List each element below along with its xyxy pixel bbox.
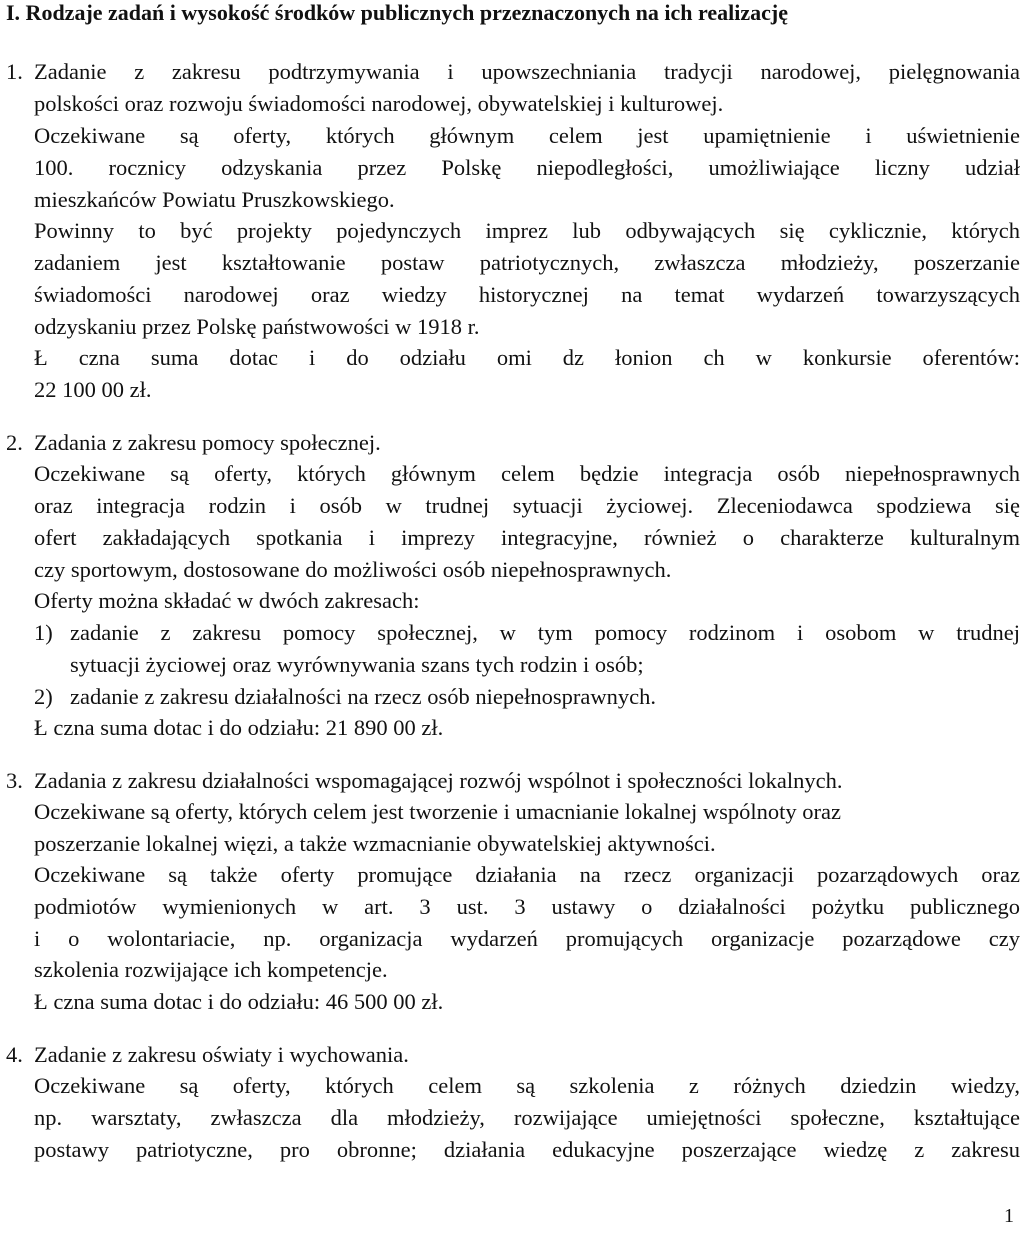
section-3-line-6: i o wolontariacie, np. organizacja wydarzeń promujących organizacje pozarządowe czy xyxy=(34,926,1020,951)
section-2-line-3: oraz integracja rodzin i osób w trudnej sytuacji życiowej. Zleceniodawca spodziewa się xyxy=(34,493,1020,518)
section-1-line-3: Oczekiwane są oferty, których głównym celem jest upamiętnienie i uświetnienie xyxy=(34,123,1020,148)
section-2-line-4: ofert zakładających spotkania i imprezy integracyjne, również o charakterze kulturalnym xyxy=(34,525,1020,550)
section-4-line-3: np. warsztaty, zwłaszcza dla młodzieży, rozwijające umiejętności społeczne, kształtujące xyxy=(34,1105,1020,1130)
section-3-line-4: Oczekiwane są także oferty promujące działania na rzecz organizacji pozarządowych oraz xyxy=(34,862,1020,887)
section-2-number: 2. xyxy=(6,430,23,455)
section-2-line-2: Oczekiwane są oferty, których głównym celem będzie integracja osób niepełnosprawnych xyxy=(34,461,1020,486)
item-2-line-1: zadanie z zakresu działalności na rzecz osób niepełnosprawnych. xyxy=(70,684,656,709)
item-2-marker: 2) xyxy=(34,684,53,709)
section-3-number: 3. xyxy=(6,768,23,793)
section-1-line-9: odzyskaniu przez Polskę państwowości w 1918 r. xyxy=(34,314,480,339)
section-4-line-2: Oczekiwane są oferty, których celem są szkolenia z różnych dziedzin wiedzy, xyxy=(34,1073,1020,1098)
section-2-line-6: Oferty można składać w dwóch zakresach: xyxy=(34,588,420,613)
section-3-line-2: Oczekiwane są oferty, których celem jest tworzenie i umacnianie lokalnej wspólnoty oraz xyxy=(34,799,841,824)
section-1-line-2: polskości oraz rozwoju świadomości narodowej, obywatelskiej i kulturowej. xyxy=(34,91,724,116)
section-3-line-3: poszerzanie lokalnej więzi, a także wzmacnianie obywatelskiej aktywności. xyxy=(34,831,716,856)
section-1-line-10: Ł czna suma dotac i do odziału omi dz łonion ch w konkursie oferentów: xyxy=(34,345,1020,370)
section-1-line-6: Powinny to być projekty pojedynczych imprez lub odbywających się cyklicznie, których xyxy=(34,218,1020,243)
section-4-number: 4. xyxy=(6,1042,23,1067)
item-1-marker: 1) xyxy=(34,620,53,645)
section-2-amount: Ł czna suma dotac i do odziału: 21 890 00 zł. xyxy=(34,715,444,740)
section-3-line-7: szkolenia rozwijające ich kompetencje. xyxy=(34,957,388,982)
item-1-line-2: sytuacji życiowej oraz wyrównywania szans tych rodzin i osób; xyxy=(70,652,644,677)
section-1-line-1: Zadanie z zakresu podtrzymywania i upowszechniania tradycji narodowej, pielęgnowania xyxy=(34,59,1020,84)
section-heading: I. Rodzaje zadań i wysokość środków publicznych przeznaczonych na ich realizację xyxy=(6,0,788,25)
section-1-number: 1. xyxy=(6,59,23,84)
section-2-line-1: Zadania z zakresu pomocy społecznej. xyxy=(34,430,381,455)
section-3-amount: Ł czna suma dotac i do odziału: 46 500 00 zł. xyxy=(34,989,444,1014)
page-number: 1 xyxy=(1004,1205,1014,1227)
section-1-line-7: zadaniem jest kształtowanie postaw patriotycznych, zwłaszcza młodzieży, poszerzanie xyxy=(34,250,1020,275)
section-1-line-5: mieszkańców Powiatu Pruszkowskiego. xyxy=(34,187,395,212)
section-4-line-4: postawy patriotyczne, pro obronne; działania edukacyjne poszerzające wiedzę z zakresu xyxy=(34,1137,1020,1162)
section-1-amount: 22 100 00 zł. xyxy=(34,377,152,402)
section-3-line-5: podmiotów wymienionych w art. 3 ust. 3 ustawy o działalności pożytku publicznego xyxy=(34,894,1020,919)
section-1-line-4: 100. rocznicy odzyskania przez Polskę niepodległości, umożliwiające liczny udział xyxy=(34,155,1020,180)
section-3-line-1: Zadania z zakresu działalności wspomagającej rozwój wspólnot i społeczności lokalnych. xyxy=(34,768,843,793)
section-4-line-1: Zadanie z zakresu oświaty i wychowania. xyxy=(34,1042,409,1067)
item-1-line-1: zadanie z zakresu pomocy społecznej, w tym pomocy rodzinom i osobom w trudnej xyxy=(70,620,1020,645)
section-2-line-5: czy sportowym, dostosowane do możliwości osób niepełnosprawnych. xyxy=(34,557,672,582)
section-1-line-8: świadomości narodowej oraz wiedzy historycznej na temat wydarzeń towarzyszących xyxy=(34,282,1020,307)
